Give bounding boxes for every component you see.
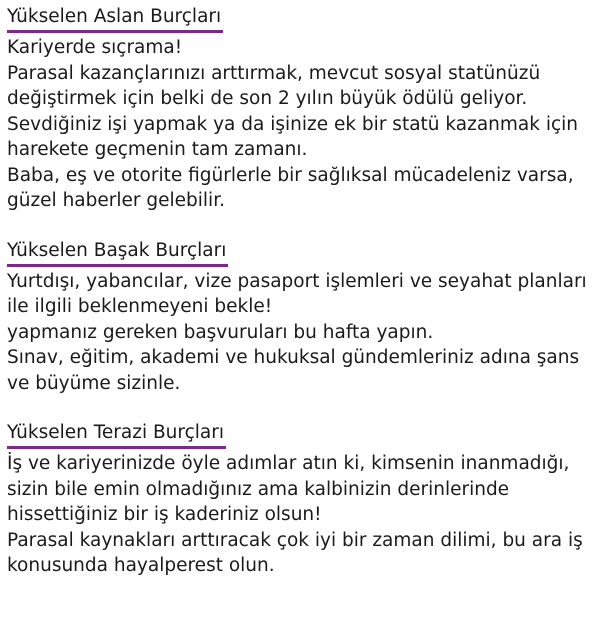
text-line: Baba, eş ve otorite figürlerle bir sağlıksal mücadeleniz varsa, (7, 164, 574, 186)
text-line: yapmanız gereken başvuruları bu hafta yapın. (7, 321, 434, 343)
section-heading: Yükselen Başak Burçları (7, 238, 228, 267)
text-line: Sevdiğiniz işi yapmak ya da işinize ek bir statü kazanmak için (7, 113, 579, 135)
text-line: İş ve kariyerinizde öyle adımlar atın ki, kimsenin inanmadığı, (7, 453, 570, 474)
text-line: ve büyüme sizinle. (7, 372, 181, 394)
text-line: ile ilgili beklenmeyeni bekle! (7, 296, 273, 317)
section-yukselen-basak (7, 238, 600, 397)
text-line: konusunda hayalperest olun. (7, 555, 275, 576)
section-yukselen-aslan (7, 4, 600, 214)
text-line: Parasal kaynakları arttıracak çok iyi bir zaman dilimi, bu ara iş (7, 529, 583, 551)
text-line: Parasal kazançlarınızı arttırmak, mevcut sosyal statünüzü (7, 62, 541, 84)
section-heading: Yükselen Aslan Burçları (7, 4, 223, 33)
text-line: güzel haberler gelebilir. (7, 190, 225, 211)
text-line: hissettiğiniz bir iş kaderiniz olsun! (7, 504, 322, 525)
text-line: sizin bile emin olmadığınız ama kalbinizin derinlerinde (7, 478, 510, 500)
text-line: değiştirmek için belki de son 2 yılın büyük ödülü geliyor. (7, 88, 528, 109)
text-line: Kariyerde sıçrama! (7, 37, 183, 58)
text-line: Sınav, eğitim, akademi ve hukuksal gündemleriniz adına şans (7, 347, 580, 368)
text-line: harekete geçmenin tam zamanı. (7, 139, 308, 160)
section-heading: Yükselen Terazi Burçları (7, 420, 226, 449)
text-line: Yurtdışı, yabancılar, vize pasaport işlemleri ve seyahat planları (7, 270, 587, 292)
section-yukselen-terazi (7, 420, 600, 579)
